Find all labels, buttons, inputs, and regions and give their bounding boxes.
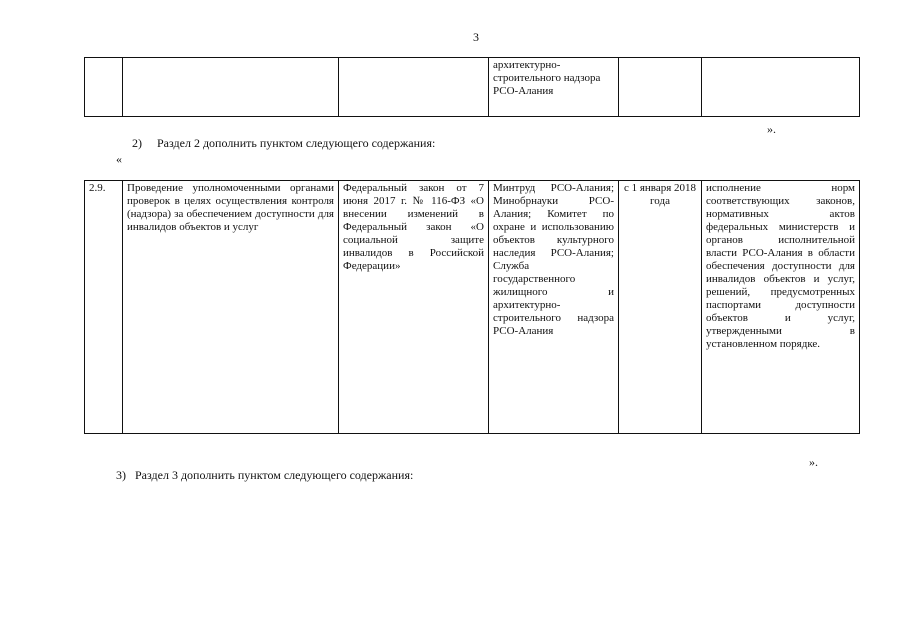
cell-law	[339, 58, 489, 117]
cell-result	[702, 58, 860, 117]
paragraph-item-3	[116, 468, 413, 483]
cell-action	[123, 58, 339, 117]
item-number: 2)	[132, 136, 142, 150]
item-number: 3)	[116, 468, 126, 482]
item-text: Раздел 3 дополнить пунктом следующего содержания:	[135, 468, 414, 482]
page-number: 3	[473, 30, 479, 44]
cell-date: с 1 января 2018 года	[619, 181, 702, 434]
measures-table	[84, 180, 860, 434]
cell-executors: Минтруд РСО-Алания; Минобрнауки РСО-Алания; Комитет по охране и использованию объектов культурного наследия РСО-Алания; Служба государственного жилищного и архитектурно-строительного надзора РСО-Алания	[489, 181, 619, 434]
cell-action: Проведение уполномоченными органами проверок в целях осуществления контроля (надзора) за обеспечением доступности для инвалидов объектов и услуг	[123, 181, 339, 434]
close-quote: ».	[809, 455, 818, 469]
table-row	[85, 181, 860, 434]
cell-num	[85, 58, 123, 117]
cell-executors: архитектурно-строительного надзора РСО-Алания	[489, 58, 619, 117]
open-quote: «	[116, 152, 122, 166]
cell-date	[619, 58, 702, 117]
item-text: Раздел 2 дополнить пунктом следующего содержания:	[157, 136, 436, 150]
cell-num: 2.9.	[85, 181, 123, 434]
continued-table	[84, 57, 860, 117]
cell-law: Федеральный закон от 7 июня 2017 г. № 116-ФЗ «О внесении изменений в Федеральный закон «О социальной защите инвалидов в Российской Федерации»	[339, 181, 489, 434]
table-row	[85, 58, 860, 117]
paragraph-item-2	[132, 136, 435, 151]
cell-result: исполнение норм соответствующих законов, нормативных актов федеральных министерств и органов исполнительной власти РСО-Алания в области обеспечения доступности для инвалидов объектов и услуг, решений, предусмотренных паспортами доступности объектов и услуг, утвержденными в установленном порядке.	[702, 181, 860, 434]
close-quote: ».	[767, 122, 776, 136]
